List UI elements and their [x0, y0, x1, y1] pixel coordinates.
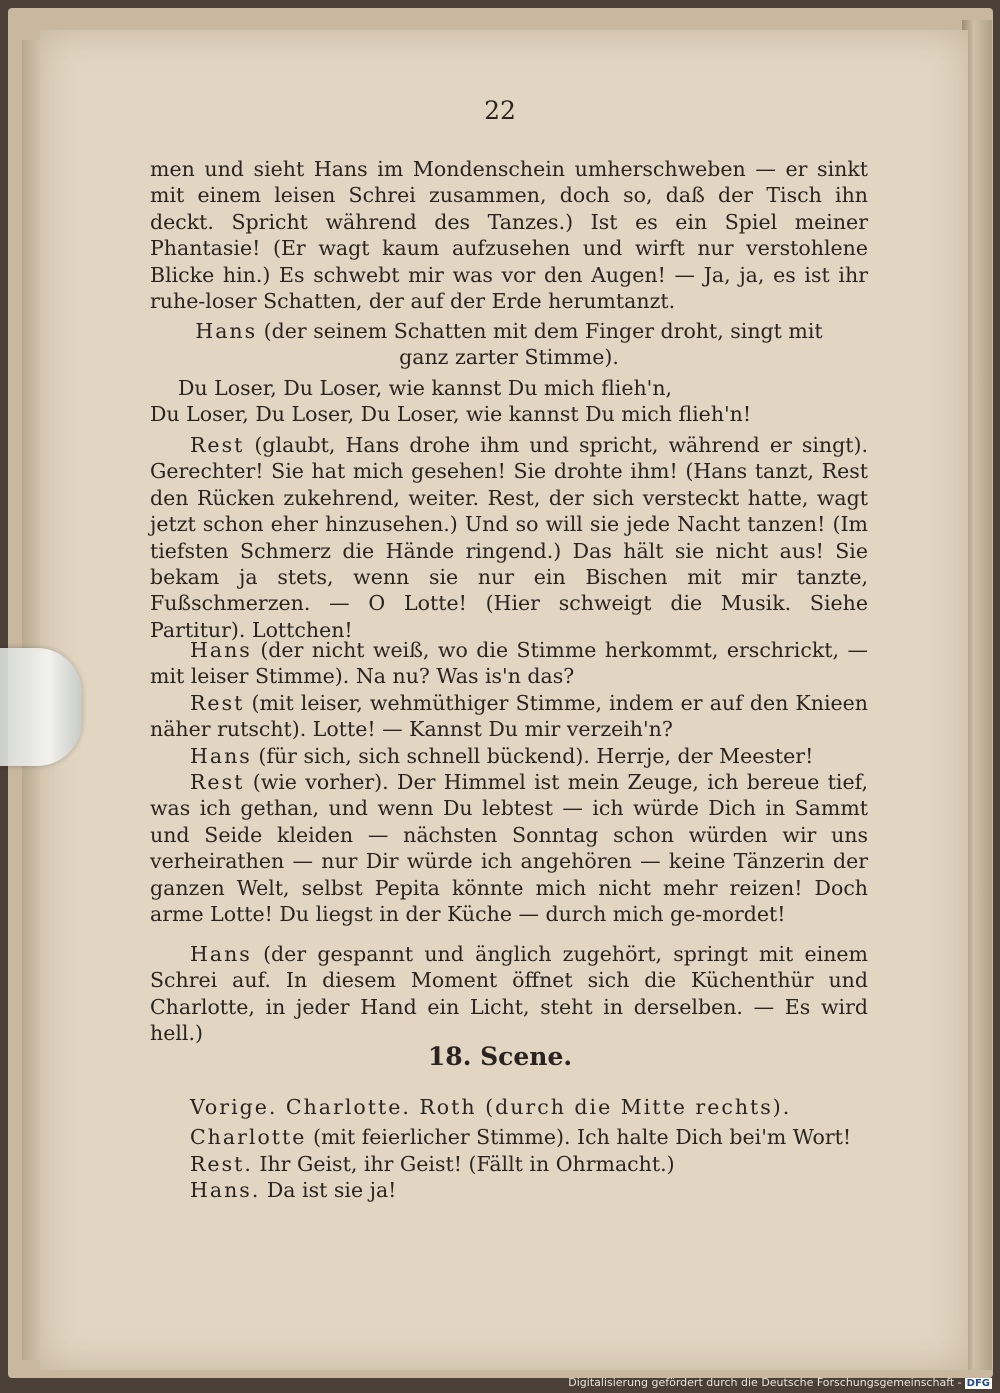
- direction-text: (der seinem Schatten mit dem Finger droht, singt mit: [263, 319, 823, 343]
- dfg-logo-icon: DFG: [966, 1378, 990, 1389]
- scene-heading: 18. Scene.: [427, 1042, 573, 1071]
- paragraph-opening: [150, 156, 868, 314]
- scene-cast: [150, 1094, 868, 1120]
- speaker-name: Hans.: [190, 1178, 261, 1203]
- speaker-name: Hans: [195, 319, 258, 343]
- speaker-name: Rest: [190, 770, 245, 795]
- dialogue-line: [150, 1177, 868, 1203]
- scene-dialogue: [150, 1094, 868, 1204]
- verse-line: Du Loser, Du Loser, Du Loser, wie kannst Du mich flieh'n!: [150, 402, 752, 427]
- speech-text: (glaubt, Hans drohe ihm und spricht, während er singt). Gerechter! Sie hat mich gesehen! Sie drohte ihm! (Hans tanzt, Rest den Rücken zukehrend, weiter. Rest, der sich versteckt hatte, wagt jetzt schon eher hinzusehen.) Und so will sie jede Nacht tanzen! (Im tiefsten Schmerz die Hände ringend.) Das hält sie nicht aus! Sie bekam ja stets, wenn sie nur ein Bischen mit mir tanzte, Fußschmerzen. — O Lotte! (Hier schweigt die Musik. Siehe Partitur). Lottchen!: [150, 433, 868, 642]
- speech-rest: [150, 432, 868, 643]
- dialogue-text: (mit feierlicher Stimme). Ich halte Dich bei'm Wort!: [312, 1125, 852, 1150]
- dialogue-line: [150, 690, 868, 743]
- stage-direction-hans-jump: [150, 941, 868, 1047]
- speaker-name: Rest: [190, 433, 245, 457]
- speaker-name: Hans: [190, 638, 252, 662]
- stage-direction-line: ganz zarter Stimme).: [399, 345, 619, 370]
- direction-paragraph: [150, 941, 868, 1047]
- verse-line: Du Loser, Du Loser, wie kannst Du mich flieh'n,: [178, 376, 673, 400]
- digitization-footer: [568, 1376, 992, 1389]
- speaker-name: Rest.: [190, 1151, 253, 1176]
- speaker-name: Rest: [190, 690, 245, 715]
- paragraph-text: men und sieht Hans im Mondenschein umherschweben — er sinkt mit einem leisen Schrei zusammen, doch so, daß der Tisch ihn deckt. Spricht während des Tanzes.) Ist es ein Spiel meiner Phantasie! (Er wagt kaum aufzusehen und wirft nur verstohlene Blicke hin.) Es schwebt mir was vor den Augen! — Ja, ja, es ist ihr ruhe-loser Schatten, der auf der Erde herumtanzt.: [150, 157, 868, 314]
- footer-text: Digitalisierung gefördert durch die Deutsche Forschungsgemeinschaft -: [568, 1376, 962, 1389]
- dialogue-text: Ihr Geist, ihr Geist! (Fällt in Ohrmacht.): [259, 1151, 675, 1176]
- cast-direction: (durch die Mitte rechts).: [485, 1095, 792, 1119]
- song-verse: [150, 375, 868, 428]
- dialogue-line: [150, 1151, 868, 1177]
- speaker-name: Hans: [190, 942, 252, 966]
- cast-text: Vorige. Charlotte. Roth: [190, 1095, 477, 1119]
- dialogue-text: (mit leiser, wehmüthiger Stimme, indem er auf den Knieen näher rutscht). Lotte! — Kannst Du mir verzeih'n?: [150, 690, 868, 742]
- dialogue-block: [150, 637, 868, 927]
- dialogue-text: (der nicht weiß, wo die Stimme herkommt, erschrickt, — mit leiser Stimme). Na nu? Was is'n das?: [150, 638, 868, 689]
- dialogue-line: [150, 743, 868, 769]
- dialogue-text: Da ist sie ja!: [266, 1178, 397, 1203]
- bookmark-clip: [0, 648, 82, 766]
- dialogue-text: (wie vorher). Der Himmel ist mein Zeuge, ich bereue tief, was ich gethan, und wenn Du lebtest — ich würde Dich in Sammt und Seide kleiden — nächsten Sonntag schon würden wir uns verheirathen — nur Dir würde ich angehören — keine Tänzerin der ganzen Welt, selbst Pepita könnte mich nicht mehr reizen! Doch arme Lotte! Du liegst in der Küche — durch mich ge-mordet!: [150, 770, 868, 927]
- stage-direction-hans: [150, 318, 868, 371]
- speaker-name: Charlotte: [190, 1125, 307, 1150]
- speaker-name: Hans: [190, 743, 252, 768]
- dialogue-line: [150, 637, 868, 690]
- stage-direction-line: [150, 318, 868, 344]
- dialogue-line: [150, 1124, 868, 1150]
- dialogue-line: [150, 769, 868, 927]
- speech-paragraph: [150, 432, 868, 643]
- dialogue-text: (für sich, sich schnell bückend). Herrje, der Meester!: [258, 743, 814, 768]
- page-number: 22: [484, 96, 516, 125]
- direction-text: (der gespannt und änglich zugehört, springt mit einem Schrei auf. In diesem Moment öffnet sich die Küchenthür und Charlotte, in jeder Hand ein Licht, steht in derselben. — Es wird hell.): [150, 942, 868, 1046]
